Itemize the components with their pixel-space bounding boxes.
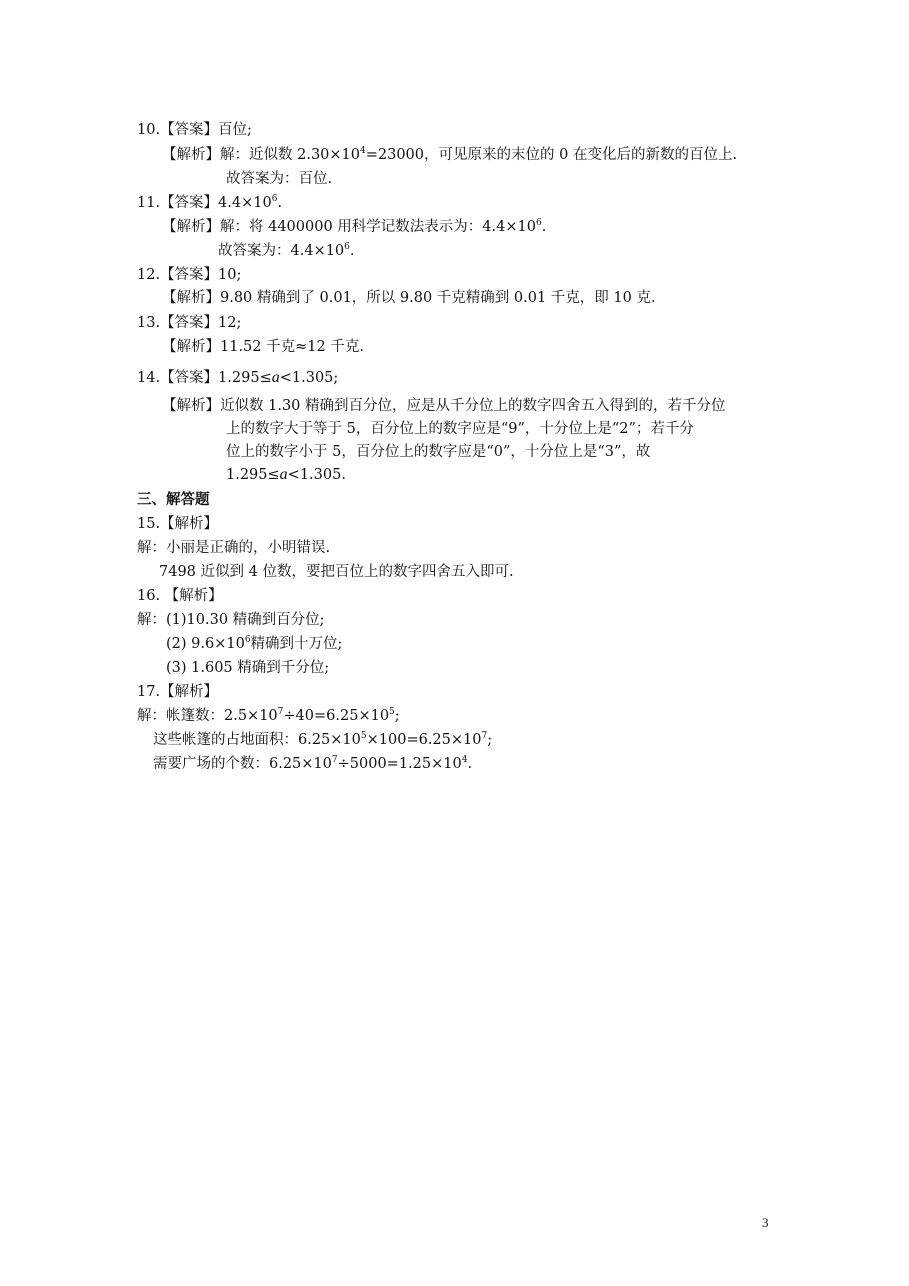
q10-explanation: 【解析】解：近似数 $2.30\times 10^4=23000$，可见原来的末位的 0 在变化后的新数的百位上. <box>162 146 738 163</box>
q11-answer: 11.【答案】$4.4\times 10^6$. <box>137 194 283 211</box>
q15-header: 15.【解析】 <box>137 516 219 532</box>
q13-answer: 13.【答案】12; <box>137 315 242 331</box>
q15-line1: 解：小丽是正确的，小明错误. <box>137 540 331 556</box>
q14-answer: 14.【答案】1.295≤a<1.305; <box>137 369 339 386</box>
q14-explanation-line2: 上的数字大于等于 5，百分位上的数字应是“9”，十分位上是“2”；若千分 <box>226 421 694 437</box>
q15-line2: 7498 近似到 4 位数，要把百位上的数字四舍五入即可. <box>159 564 514 580</box>
q14-explanation-line4: 1.295≤a<1.305. <box>226 466 346 483</box>
q17-line2: 这些帐篷的占地面积：$6.25\times 10^5\times 100=6.25\times 10^7$; <box>153 731 493 748</box>
q16-line2: (2) $9.6\times 10^6$精确到十万位; <box>166 635 343 652</box>
q17-line3: 需要广场的个数：$6.25\times 10^7\div 5000=1.25\times 10^4$. <box>153 755 473 772</box>
q10-conclusion: 故答案为：百位. <box>226 171 333 187</box>
q16-line1: 解：(1)10.30 精确到百分位; <box>137 612 325 628</box>
q17-line1: 解：帐篷数：$2.5\times 10^7\div 40=6.25\times 10^5$; <box>137 707 400 724</box>
q16-line3: (3) 1.605 精确到千分位; <box>166 660 330 676</box>
q14-explanation-line1: 【解析】近似数 1.30 精确到百分位，应是从千分位上的数字四舍五入得到的，若千分位 <box>162 398 726 414</box>
section-title: 三、解答题 <box>137 492 210 508</box>
q13-explanation: 【解析】11.52 千克≈12 千克. <box>162 339 364 355</box>
q12-answer: 12.【答案】10; <box>137 267 242 283</box>
q14-explanation-line3: 位上的数字小于 5，百分位上的数字应是“0”，十分位上是“3”，故 <box>226 444 651 460</box>
page-number: 3 <box>762 1215 769 1230</box>
q11-explanation: 【解析】解：将 4400000 用科学记数法表示为：$4.4\times 10^6$. <box>162 218 547 235</box>
q16-header: 16. 【解析】 <box>137 588 223 604</box>
q11-conclusion: 故答案为：$4.4\times 10^6$. <box>218 242 355 259</box>
q10-answer: 10.【答案】百位; <box>137 122 252 138</box>
q17-header: 17.【解析】 <box>137 684 219 700</box>
q12-explanation: 【解析】9.80 精确到了 0.01，所以 9.80 千克精确到 0.01 千克，即 10 克. <box>162 290 656 306</box>
